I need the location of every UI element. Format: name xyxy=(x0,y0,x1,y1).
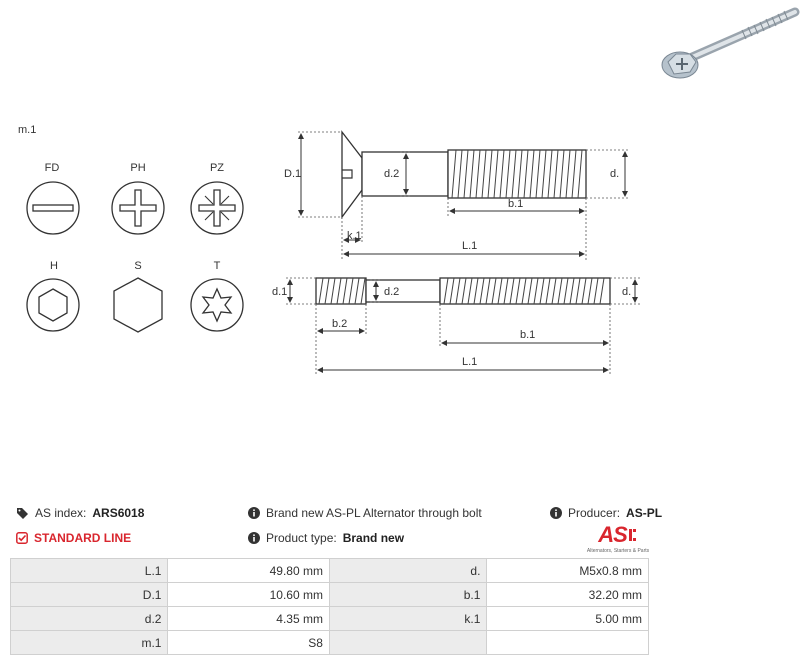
dim-label-d2-bottom: d.2 xyxy=(384,286,400,298)
dim-label-b1-top: b.1 xyxy=(508,198,524,210)
spec-value: 4.35 mm xyxy=(168,607,330,631)
standard-line-label: STANDARD LINE xyxy=(34,531,132,545)
dim-label-k1: k.1 xyxy=(347,230,362,242)
table-row xyxy=(11,559,649,583)
spec-label: k.1 xyxy=(329,607,486,631)
spec-label: m.1 xyxy=(11,631,168,655)
standard-line xyxy=(16,531,131,545)
description-text: Brand new AS-PL Alternator through bolt xyxy=(266,506,482,520)
checkbox-checked-icon xyxy=(16,532,28,544)
stud-bolt-drawing xyxy=(270,265,650,380)
spec-value: S8 xyxy=(168,631,330,655)
as-index xyxy=(16,506,144,520)
table-row xyxy=(11,607,649,631)
description xyxy=(248,506,482,520)
dim-label-L1-bottom: L.1 xyxy=(462,356,478,368)
method-label: m.1 xyxy=(18,124,37,136)
phillips-head-icon xyxy=(108,178,168,238)
dim-label-d-top: d. xyxy=(610,168,620,180)
as-logo-subtitle: Alternators, Starters & Parts xyxy=(586,548,650,554)
dim-label-d1-bottom: d.1 xyxy=(272,286,288,298)
spec-label: d. xyxy=(329,559,486,583)
countersunk-bolt-drawing xyxy=(270,120,650,270)
spec-value: 49.80 mm xyxy=(168,559,330,583)
dim-label-D1: D.1 xyxy=(284,168,302,180)
spec-label: d.2 xyxy=(11,607,168,631)
dim-label-b1-bottom: b.1 xyxy=(520,329,536,341)
dim-label-L1-top: L.1 xyxy=(462,240,478,252)
table-row xyxy=(11,583,649,607)
head-label-ph: PH xyxy=(130,162,146,174)
slotted-head-icon xyxy=(23,178,83,238)
spec-table xyxy=(10,558,649,655)
producer-label: Producer: xyxy=(568,506,621,520)
spec-value: 5.00 mm xyxy=(487,607,649,631)
spec-label: b.1 xyxy=(329,583,486,607)
torx-head-icon xyxy=(187,275,247,335)
info-icon xyxy=(248,507,260,519)
product-photo xyxy=(650,0,800,90)
spec-value xyxy=(487,631,649,655)
table-row xyxy=(11,631,649,655)
tag-icon xyxy=(16,507,29,519)
as-index-label: AS index: xyxy=(35,506,87,520)
producer-value: AS-PL xyxy=(626,506,663,520)
spec-value: 10.60 mm xyxy=(168,583,330,607)
head-label-fd: FD xyxy=(44,162,60,174)
pozidriv-head-icon xyxy=(187,178,247,238)
info-icon xyxy=(248,532,260,544)
as-index-value: ARS6018 xyxy=(92,506,145,520)
hex-socket-head-icon xyxy=(23,275,83,335)
as-logo-mark-icon xyxy=(628,527,638,543)
product-type-value: Brand new xyxy=(342,531,405,545)
info-icon xyxy=(550,507,562,519)
dim-label-d-bottom: d. xyxy=(622,286,632,298)
head-label-s: S xyxy=(134,260,142,272)
as-logo xyxy=(586,522,650,554)
producer xyxy=(550,506,662,520)
as-logo-text: AS xyxy=(598,522,627,547)
spec-label: D.1 xyxy=(11,583,168,607)
bolt-photo-icon xyxy=(662,11,795,78)
head-label-t: T xyxy=(213,260,221,272)
head-label-h: H xyxy=(50,260,58,272)
product-type xyxy=(248,531,404,545)
head-label-pz: PZ xyxy=(209,162,225,174)
hex-head-icon xyxy=(108,275,168,335)
dim-label-d2-top: d.2 xyxy=(384,168,400,180)
spec-value: 32.20 mm xyxy=(487,583,649,607)
spec-label xyxy=(329,631,486,655)
spec-value: M5x0.8 mm xyxy=(487,559,649,583)
spec-label: L.1 xyxy=(11,559,168,583)
product-type-label: Product type: xyxy=(266,531,337,545)
dim-label-b2: b.2 xyxy=(332,318,348,330)
